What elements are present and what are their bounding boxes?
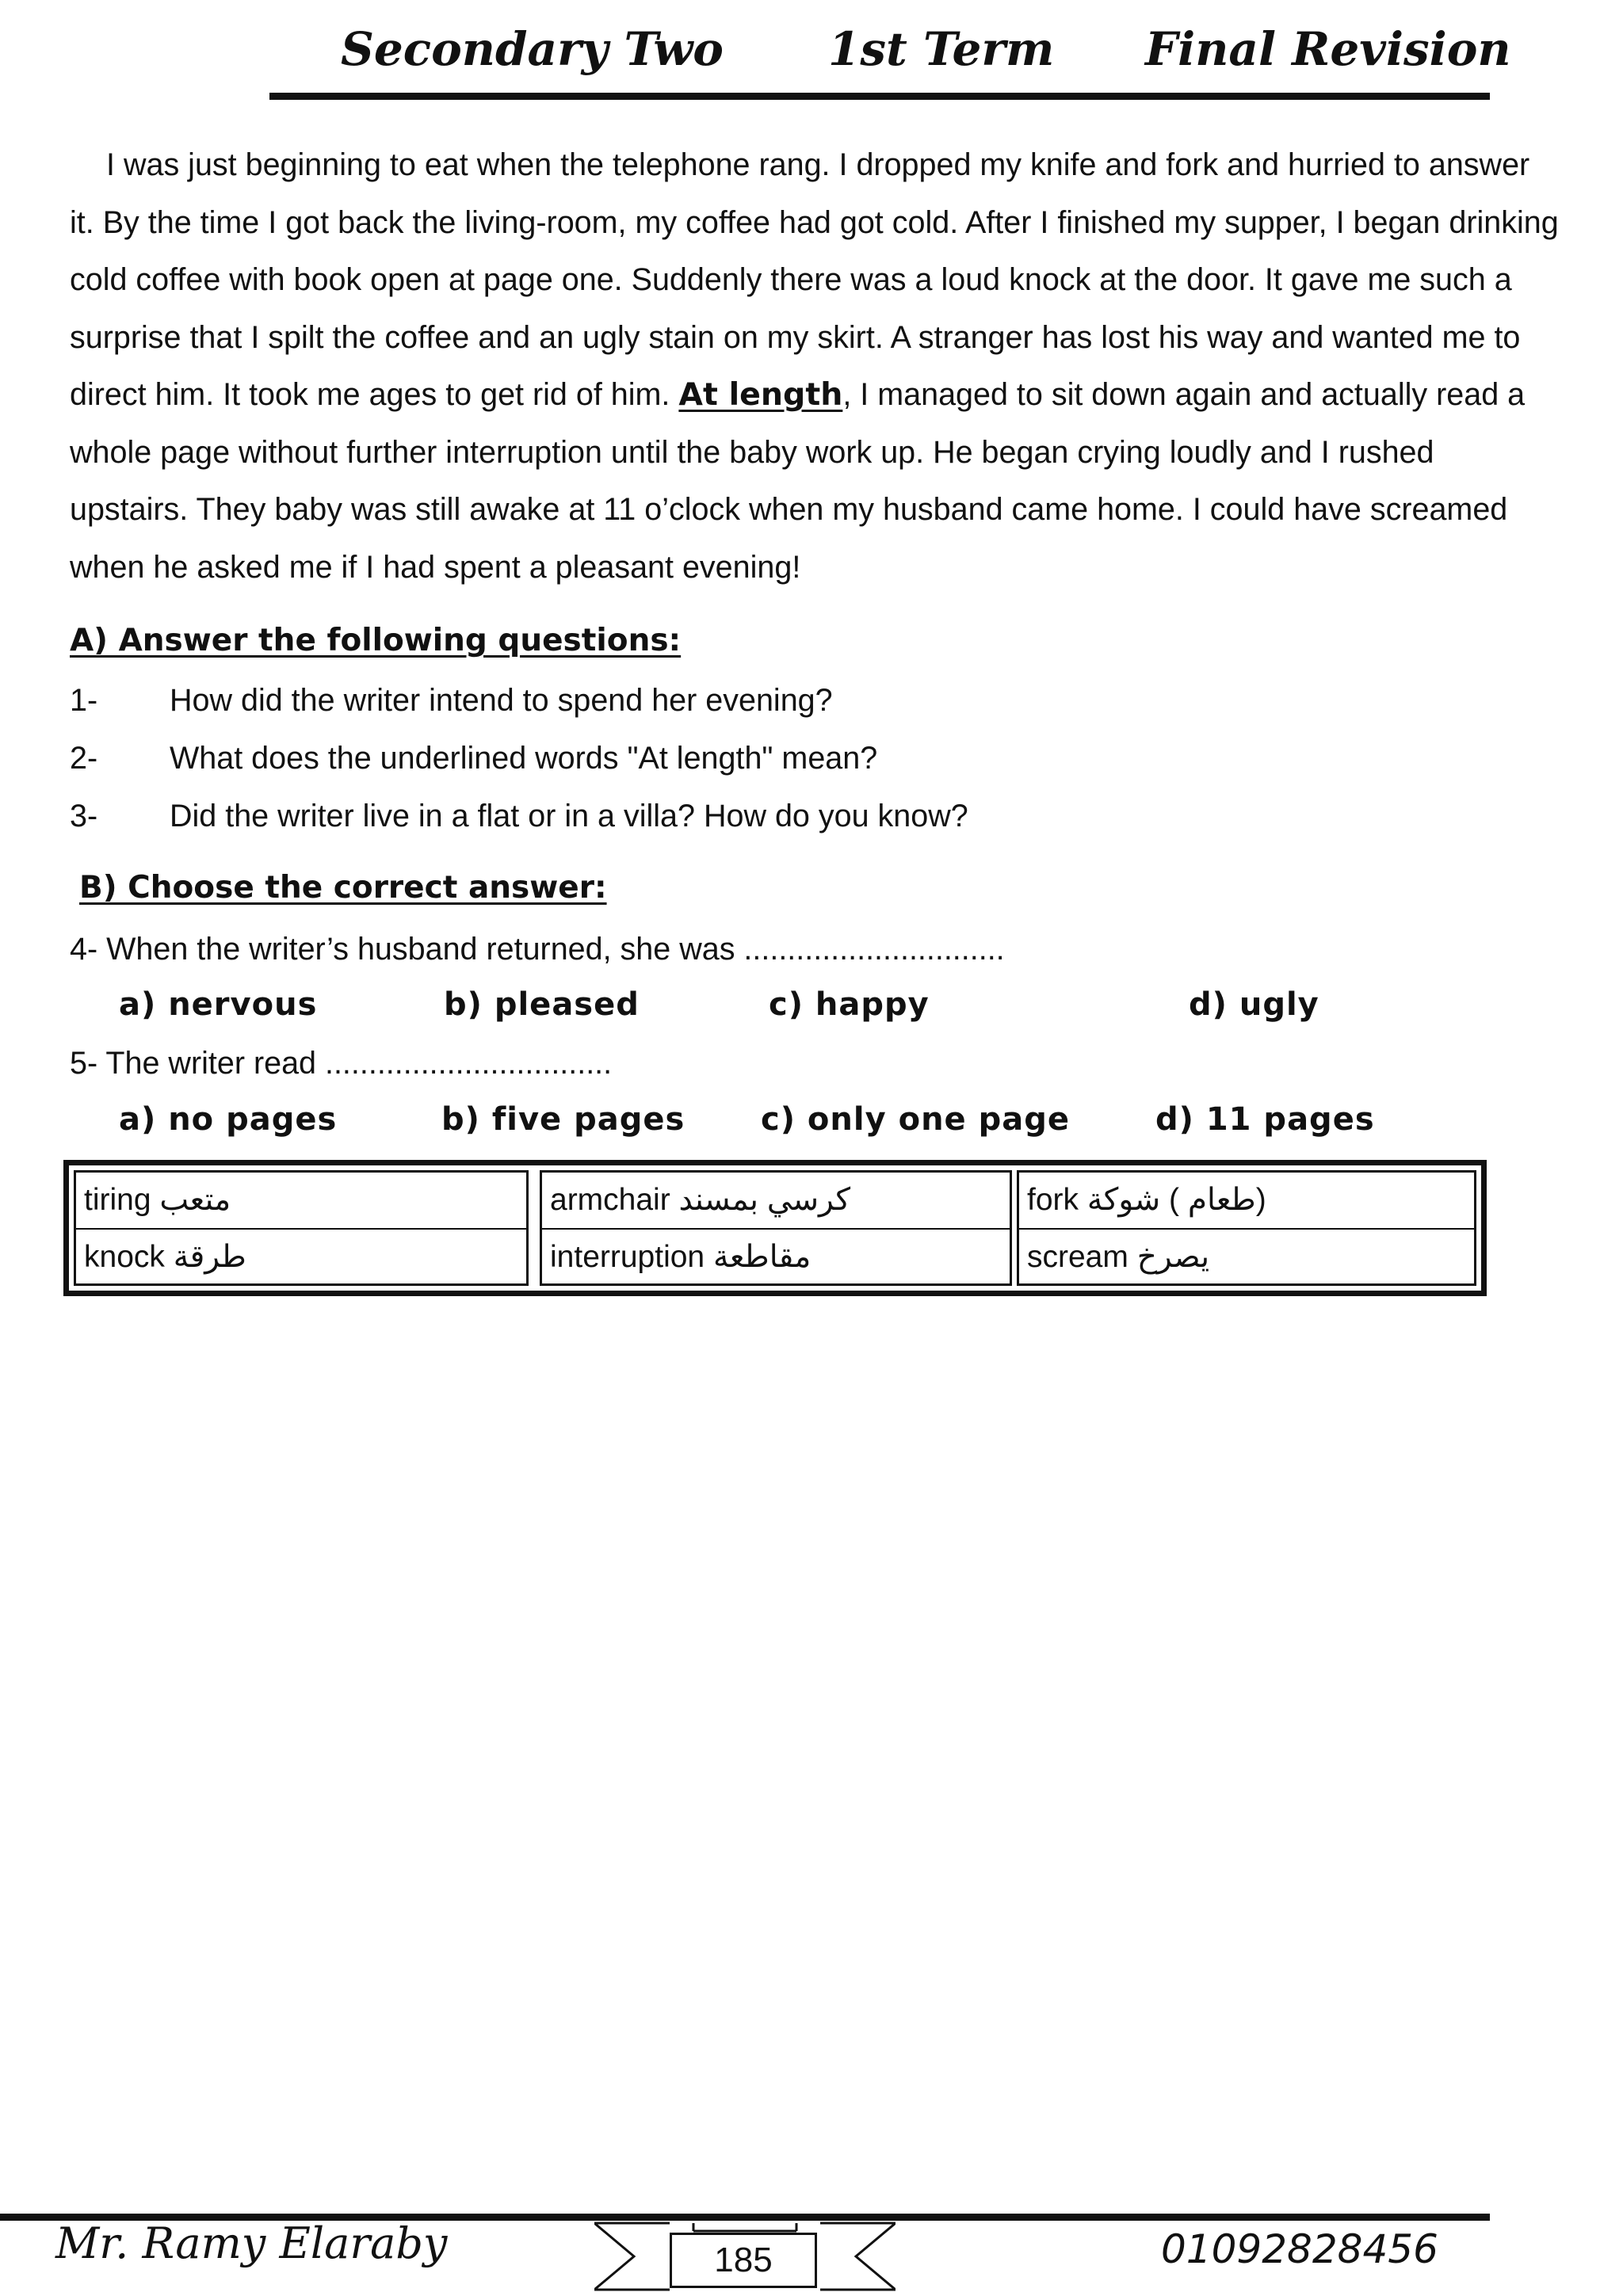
- header-course: Secondary Two: [341, 22, 724, 76]
- question-2: [70, 741, 877, 776]
- question-text: How did the writer intend to spend her evening?: [170, 683, 833, 718]
- question-number: 3-: [70, 799, 98, 833]
- q5-option-b: b) five pages: [441, 1101, 685, 1138]
- page-header: [269, 17, 1511, 105]
- q5-option-c: c) only one page: [761, 1101, 1070, 1138]
- question-text: Did the writer live in a flat or in a villa? How do you know?: [170, 799, 968, 833]
- vocab-column: [74, 1170, 529, 1286]
- header-term: 1st Term: [828, 22, 1055, 76]
- vocab-cell: armchair كرسي بمسند: [542, 1173, 1010, 1230]
- q4-option-c: c) happy: [769, 986, 930, 1023]
- vocabulary-table: [63, 1160, 1487, 1296]
- header-rule: [269, 93, 1490, 100]
- passage-paragraph: [70, 136, 1560, 596]
- q4-option-b: b) pleased: [444, 986, 640, 1023]
- vocab-cell: tiring متعب: [76, 1173, 526, 1230]
- question-4-stem: 4- When the writer’s husband returned, she was ..............................: [70, 932, 1005, 967]
- q5-option-d: d) 11 pages: [1155, 1101, 1375, 1138]
- vocab-cell: interruption مقاطعة: [550, 1240, 812, 1274]
- q4-option-d: d) ugly: [1189, 986, 1319, 1023]
- vocab-cell: knock طرقة: [84, 1240, 246, 1274]
- section-a-title: A) Answer the following questions:: [70, 623, 682, 658]
- q4-option-a: a) nervous: [119, 986, 318, 1023]
- vocab-column: [540, 1170, 1012, 1286]
- vocab-cell: scream يصرخ: [1027, 1240, 1210, 1274]
- question-1: [70, 683, 833, 719]
- question-number: 2-: [70, 741, 98, 776]
- footer-author: Mr. Ramy Elaraby: [55, 2218, 448, 2268]
- footer-phone: 01092828456: [1161, 2226, 1438, 2272]
- question-3: [70, 799, 968, 834]
- reading-passage: [70, 136, 1560, 596]
- q5-option-a: a) no pages: [119, 1101, 338, 1138]
- passage-text-end: , I managed to sit down again and actually read a whole page without further interruption until the baby work up. He began crying loudly and I rushed upstairs. They baby was still awake at 11 o’clock when my husband came home. I could have screamed when he asked me if I had spent a pleasant evening!: [70, 377, 1526, 585]
- question-text: What does the underlined words "At length" mean?: [170, 741, 878, 776]
- question-number: 1-: [70, 683, 98, 718]
- passage-text-start: I was just beginning to eat when the telephone rang. I dropped my knife and fork and hurried to answer it. By the time I got back the living-room, my coffee had got cold. After I finished my supper, I began drinking cold coffee with book open at page one. Suddenly there was a loud knock at the door. It gave me such a surprise that I spilt the coffee and an ugly stain on my skirt. A stranger has lost his way and wanted me to direct him. It took me ages to get rid of him.: [70, 147, 1559, 412]
- vocab-cell: fork طعام ) شوكة): [1019, 1173, 1474, 1230]
- vocab-column: [1017, 1170, 1476, 1286]
- question-5-stem: 5- The writer read .................................: [70, 1046, 613, 1081]
- underlined-phrase: At length: [678, 376, 843, 413]
- section-b-title: B) Choose the correct answer:: [79, 870, 607, 906]
- header-title: Final Revision: [1145, 22, 1511, 76]
- page-number: 185: [670, 2233, 817, 2288]
